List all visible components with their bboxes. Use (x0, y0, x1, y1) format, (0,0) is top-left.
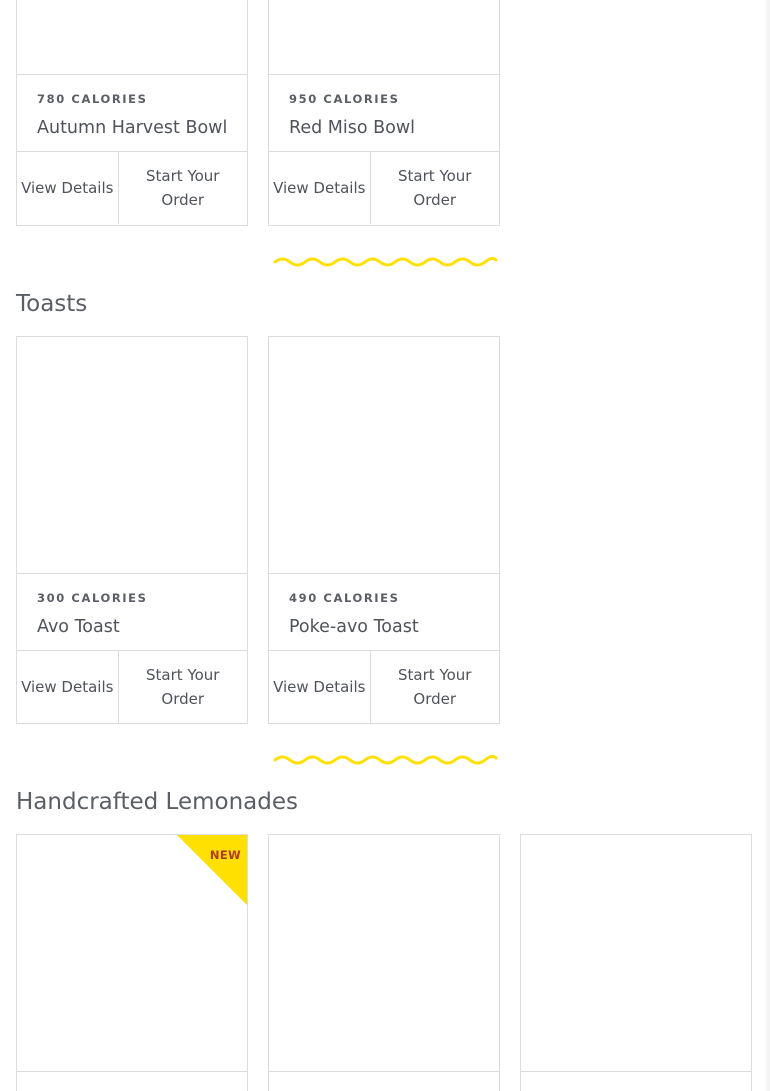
menu-item-info (17, 75, 247, 152)
menu-item-image[interactable] (269, 835, 499, 1072)
menu-item-calories: 490 CALORIES (289, 591, 400, 605)
start-order-button[interactable]: Start Your Order (370, 152, 500, 224)
start-order-button[interactable]: Start Your Order (370, 651, 500, 723)
view-details-button[interactable]: View Details (21, 678, 114, 696)
new-badge-label: NEW (209, 848, 241, 862)
section-title-handcrafted-lemonades: Handcrafted Lemonades (16, 789, 298, 815)
menu-item-image[interactable] (17, 835, 247, 1072)
menu-item-title[interactable]: Poke-avo Toast (289, 617, 419, 637)
menu-card-lemonade-2 (268, 834, 500, 1091)
menu-card-poke-avo-toast (268, 336, 500, 724)
menu-item-image[interactable] (269, 337, 499, 574)
scrollbar-edge (764, 0, 770, 1091)
menu-item-actions (269, 152, 499, 224)
menu-card-lemonade-3 (520, 834, 752, 1091)
menu-item-info (269, 75, 499, 152)
new-badge (177, 835, 247, 905)
menu-item-info (17, 574, 247, 651)
menu-item-title[interactable]: Red Miso Bowl (289, 118, 416, 138)
menu-item-actions (17, 651, 247, 723)
menu-item-image[interactable] (269, 0, 499, 75)
view-details-button[interactable]: View Details (21, 179, 114, 197)
view-details-button[interactable]: View Details (273, 678, 366, 696)
menu-card-avo-toast (16, 336, 248, 724)
section-title-toasts: Toasts (16, 291, 88, 317)
menu-item-image[interactable] (17, 337, 247, 574)
menu-item-calories: 300 CALORIES (37, 591, 148, 605)
menu-item-title[interactable]: Avo Toast (37, 617, 120, 637)
menu-item-title[interactable]: Autumn Harvest Bowl (37, 118, 228, 138)
menu-item-image[interactable] (17, 0, 247, 75)
view-details-button[interactable]: View Details (273, 179, 366, 197)
start-order-button[interactable]: Start Your Order (118, 651, 248, 723)
menu-card-lemonade-1 (16, 834, 248, 1091)
menu-item-calories: 950 CALORIES (289, 92, 400, 106)
menu-item-calories: 780 CALORIES (37, 92, 148, 106)
start-order-button[interactable]: Start Your Order (118, 152, 248, 224)
menu-card-red-miso-bowl (268, 0, 500, 226)
menu-item-image[interactable] (521, 835, 751, 1072)
menu-item-actions (269, 651, 499, 723)
menu-card-autumn-harvest-bowl (16, 0, 248, 226)
wave-divider (273, 256, 498, 268)
new-badge-ribbon-icon (177, 835, 247, 905)
menu-item-info (269, 574, 499, 651)
menu-item-actions (17, 152, 247, 224)
wave-divider (273, 754, 498, 766)
